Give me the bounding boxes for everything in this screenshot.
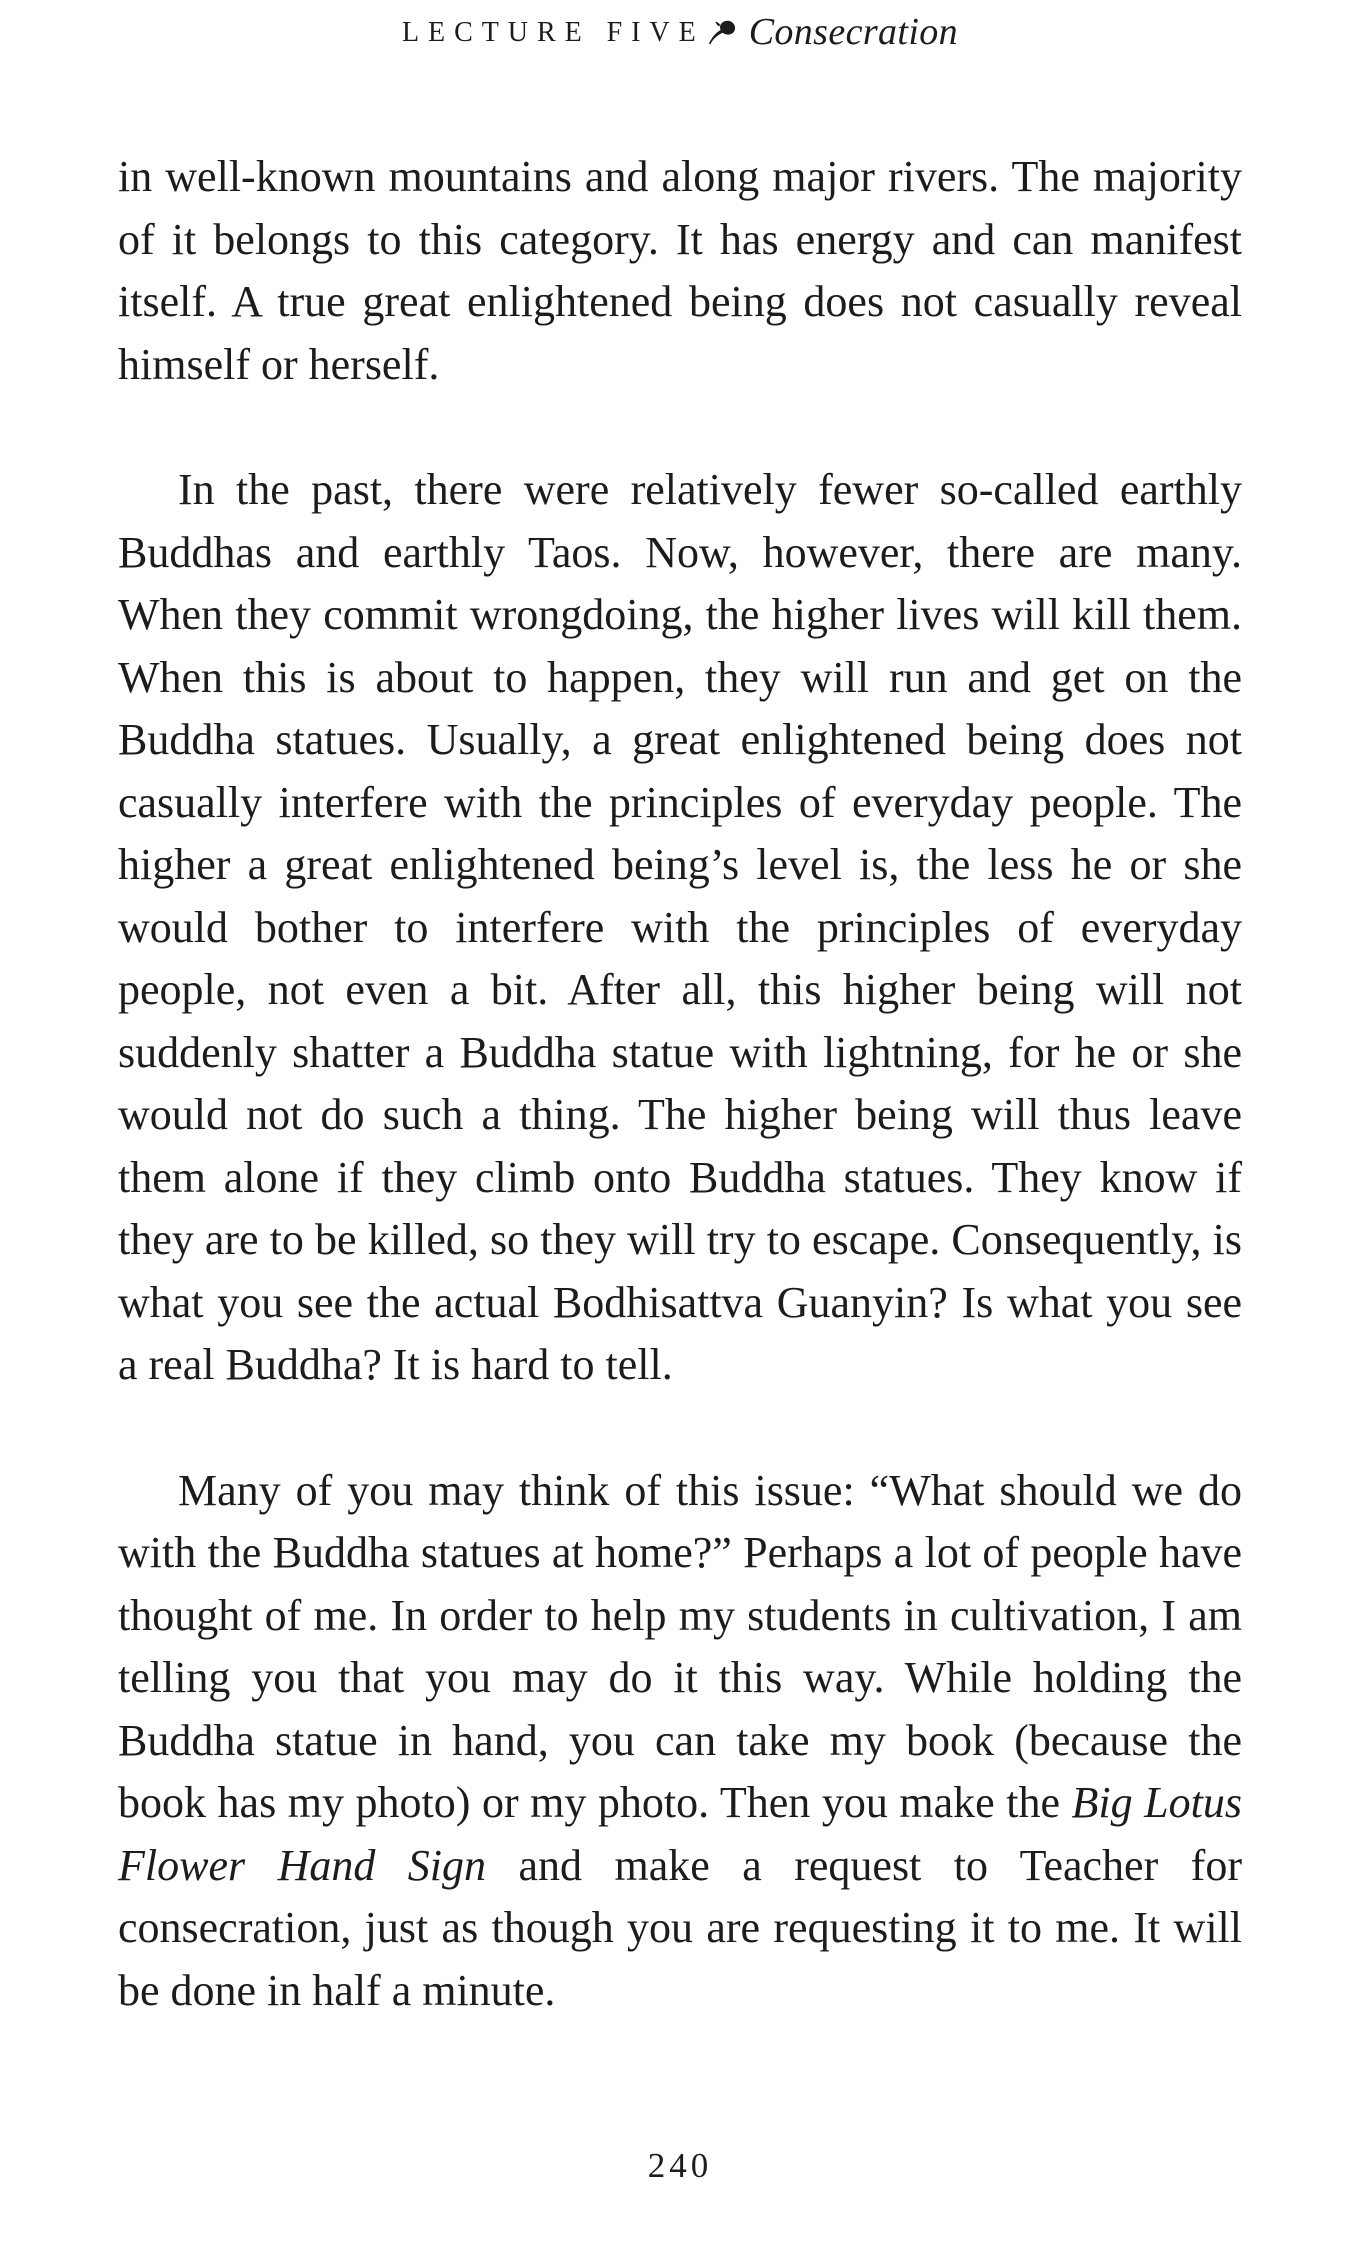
paragraph-3-italic-phrase: Big Lotus Flower Hand Sign <box>118 1778 1242 1890</box>
paragraph-1 <box>118 146 1242 396</box>
paragraph-3 <box>118 1460 1242 2023</box>
running-head-section-label: LECTURE FIVE <box>401 17 705 48</box>
paragraph-2 <box>118 459 1242 1397</box>
body-text <box>118 146 1242 2085</box>
paragraph-3-text-tail: and make a request to Teacher for consecration, just as though you are requesting it to me. It will be done in half a minute. <box>118 1840 1242 2015</box>
paragraph-3-text-lead: Many of you may think of this issue: “What should we do with the Buddha statues at home?” Perhaps a lot of people have thought of me. In order to help my students in cultivation, I am telling you that you may do it this way. While holding the Buddha statue in hand, you can take my book (because the book has my photo) or my photo. Then you make the <box>118 1465 1242 1827</box>
paragraph-1-text: in well-known mountains and along major rivers. The majority of it belongs to this category. It has energy and can manifest itself. A true great enlightened being does not casually reveal himself or herself. <box>118 152 1242 389</box>
hedera-leaf-icon <box>707 18 739 46</box>
running-head-chapter-title: Consecration <box>748 11 959 53</box>
page-number: 240 <box>647 2146 713 2185</box>
paragraph-2-text: In the past, there were relatively fewer so-called earthly Buddhas and earthly Taos. Now, however, there are many. When they commit wrongdoing, the higher lives will kill them. When this is about to happen, they will run and get on the Buddha statues. Usually, a great enlightened being does not casually interfere with the principles of everyday people. The higher a great enlightened being’s level is, the less he or she would bother to interfere with the principles of everyday people, not even a bit. After all, this higher being will not suddenly shatter a Buddha statue with lightning, for he or she would not do such a thing. The higher being will thus leave them alone if they climb onto Buddha statues. They know if they are to be killed, so they will try to escape. Consequently, is what you see the actual Bodhisattva Guanyin? Is what you see a real Buddha? It is hard to tell. <box>118 465 1242 1389</box>
running-head <box>0 10 1360 54</box>
